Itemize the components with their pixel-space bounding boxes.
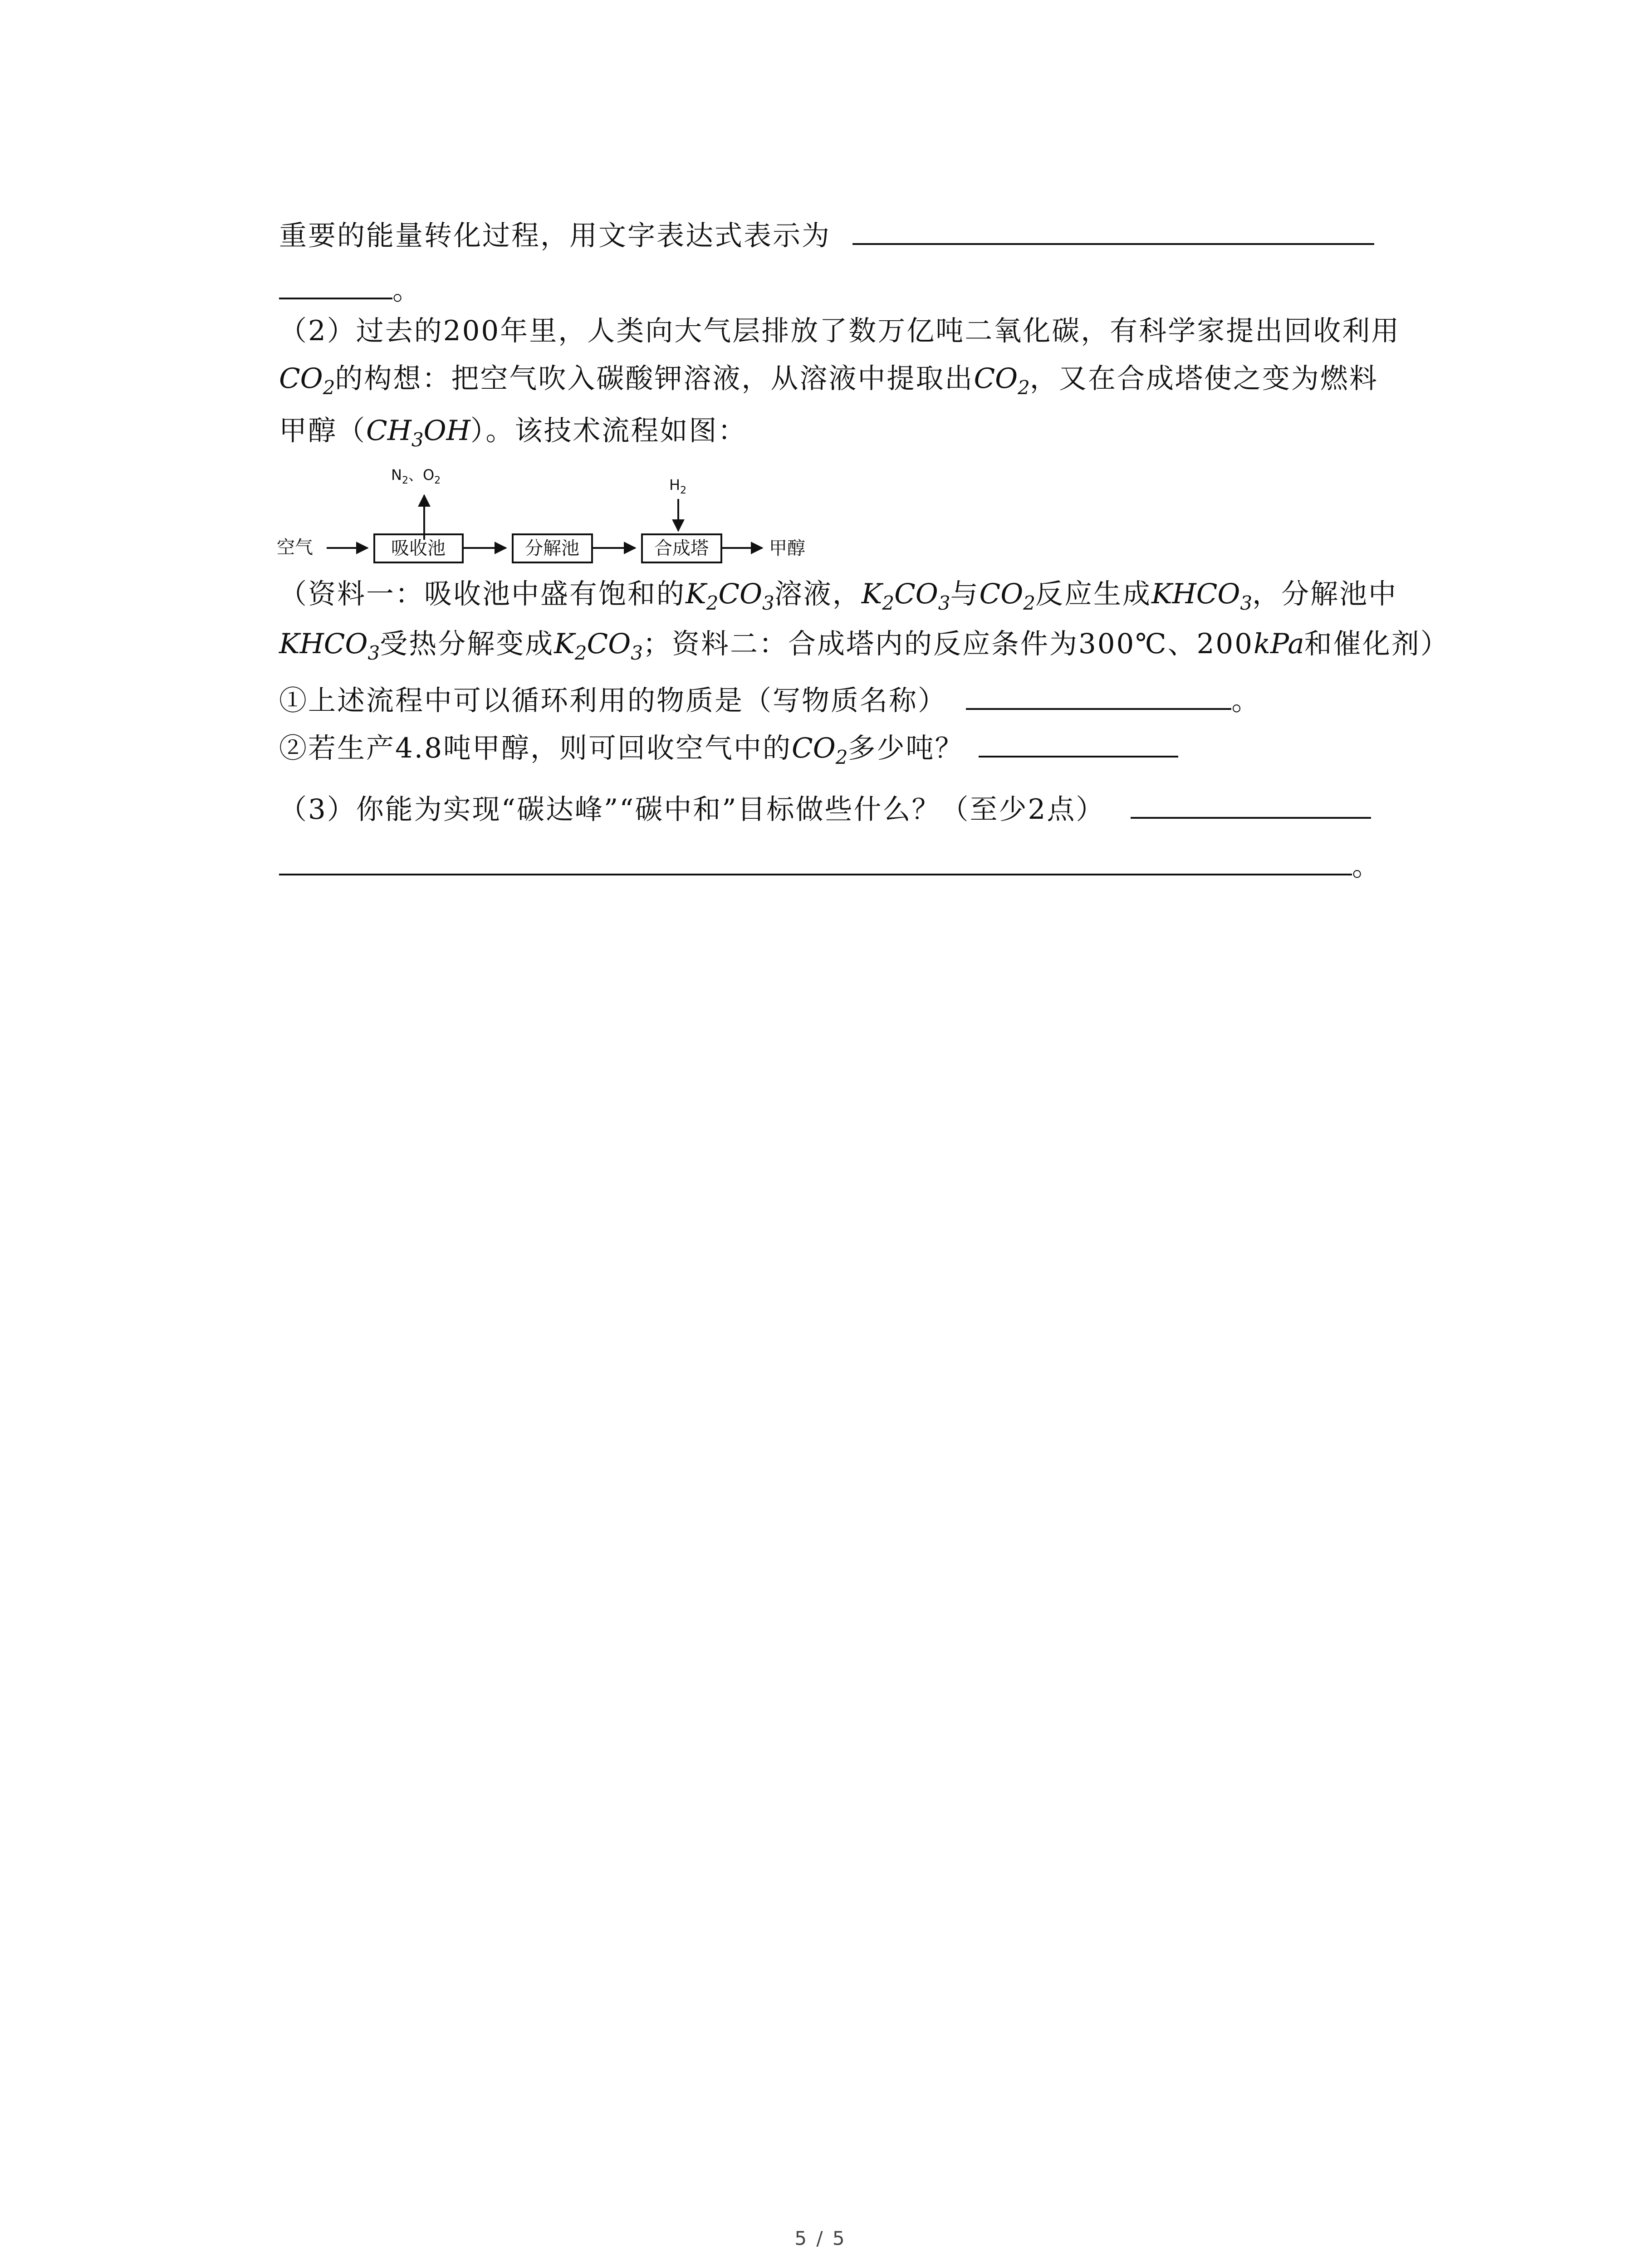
q2-intro: （2）过去的200年里，人类向大气层排放了数万亿吨二氧化碳，有科学家提出回收利用 <box>279 315 1401 347</box>
formula-k2co3: $K_2CO_3$ <box>686 578 774 614</box>
answer-blank-subq2[interactable] <box>979 730 1178 758</box>
q2-line3-text-a: 甲醇（ <box>279 415 367 447</box>
subq1-end: 。 <box>1231 684 1261 717</box>
resource-line1 <box>279 576 1397 612</box>
q1-text: 重要的能量转化过程，用文字表达式表示为 <box>279 220 831 252</box>
answer-blank-q3[interactable] <box>1131 792 1371 819</box>
q1-line1 <box>279 218 1374 254</box>
box-absorption-pool-label: 吸收池 <box>391 538 446 559</box>
unit-kpa: kPa <box>1254 628 1304 660</box>
resource-text-e: ，分解池中 <box>1252 578 1398 610</box>
q2-line2-text-b: ，又在合成塔使之变为燃料 <box>1029 362 1378 395</box>
q2-line3 <box>279 413 747 449</box>
answer-blank-q3-cont[interactable] <box>279 848 1352 875</box>
q3-end: 。 <box>1352 850 1381 882</box>
formula-co2: $CO_2$ <box>974 362 1030 399</box>
q1-line2 <box>279 272 421 308</box>
formula-co2: $CO_2$ <box>979 578 1035 614</box>
resource-text-h: 和催化剂） <box>1304 628 1450 660</box>
formula-co2: $CO_2$ <box>279 362 335 399</box>
flow-input-air: 空气 <box>277 537 313 558</box>
answer-blank-q1-cont[interactable] <box>279 272 392 299</box>
resource-text-f: 受热分解变成 <box>380 628 554 660</box>
box-decomposition-pool-label: 分解池 <box>525 538 579 559</box>
resource-text-d: 反应生成 <box>1035 578 1151 610</box>
q3-text: （3）你能为实现“碳达峰”“碳中和”目标做些什么？（至少2点） <box>279 793 1105 826</box>
process-flow-diagram <box>277 463 894 581</box>
formula-k2co3: $K_2CO_3$ <box>554 628 643 664</box>
subq1-text: ①上述流程中可以循环利用的物质是（写物质名称） <box>279 684 947 717</box>
answer-blank-subq1[interactable] <box>966 683 1231 710</box>
q2-line2-text-a: 的构想：把空气吹入碳酸钾溶液，从溶液中提取出 <box>335 362 974 395</box>
resource-text-c: 与 <box>950 578 980 610</box>
formula-khco3: $KHCO_3$ <box>279 628 380 664</box>
subq2-text-a: ②若生产4.8吨甲醇，则可回收空气中的 <box>279 732 792 764</box>
q2-line3-text-b: ）。该技术流程如图： <box>470 415 747 447</box>
q3-line2 <box>279 848 1381 885</box>
page-number: 5 / 5 <box>794 2227 847 2249</box>
resource-line2 <box>279 626 1450 662</box>
flow-top-label-h2: $H_2$ <box>669 476 687 496</box>
flow-output-methanol: 甲醇 <box>769 538 805 559</box>
q1-end: 。 <box>392 274 422 306</box>
subq2-text-b: 多少吨？ <box>847 732 964 764</box>
box-synthesis-tower-label: 合成塔 <box>654 538 709 559</box>
answer-blank-q1[interactable] <box>852 218 1374 245</box>
resource-text-g: ；资料二：合成塔内的反应条件为300℃、200 <box>642 628 1254 660</box>
formula-k2co3: $K_2CO_3$ <box>861 578 950 614</box>
flow-top-label-n2-o2: $N_2$、$O_2$ <box>391 466 441 486</box>
subq2-line <box>279 730 1178 767</box>
resource-text-a: （资料一：吸收池中盛有饱和的 <box>279 578 686 610</box>
subq1-line <box>279 683 1260 719</box>
formula-ch3oh: $CH_3OH$ <box>366 415 470 451</box>
q2-line1 <box>279 313 1400 349</box>
formula-co2: $CO_2$ <box>792 732 848 768</box>
q3-line1 <box>279 792 1371 828</box>
q2-line2 <box>279 361 1378 397</box>
resource-text-b: 溶液， <box>774 578 862 610</box>
formula-khco3: $KHCO_3$ <box>1151 578 1253 614</box>
